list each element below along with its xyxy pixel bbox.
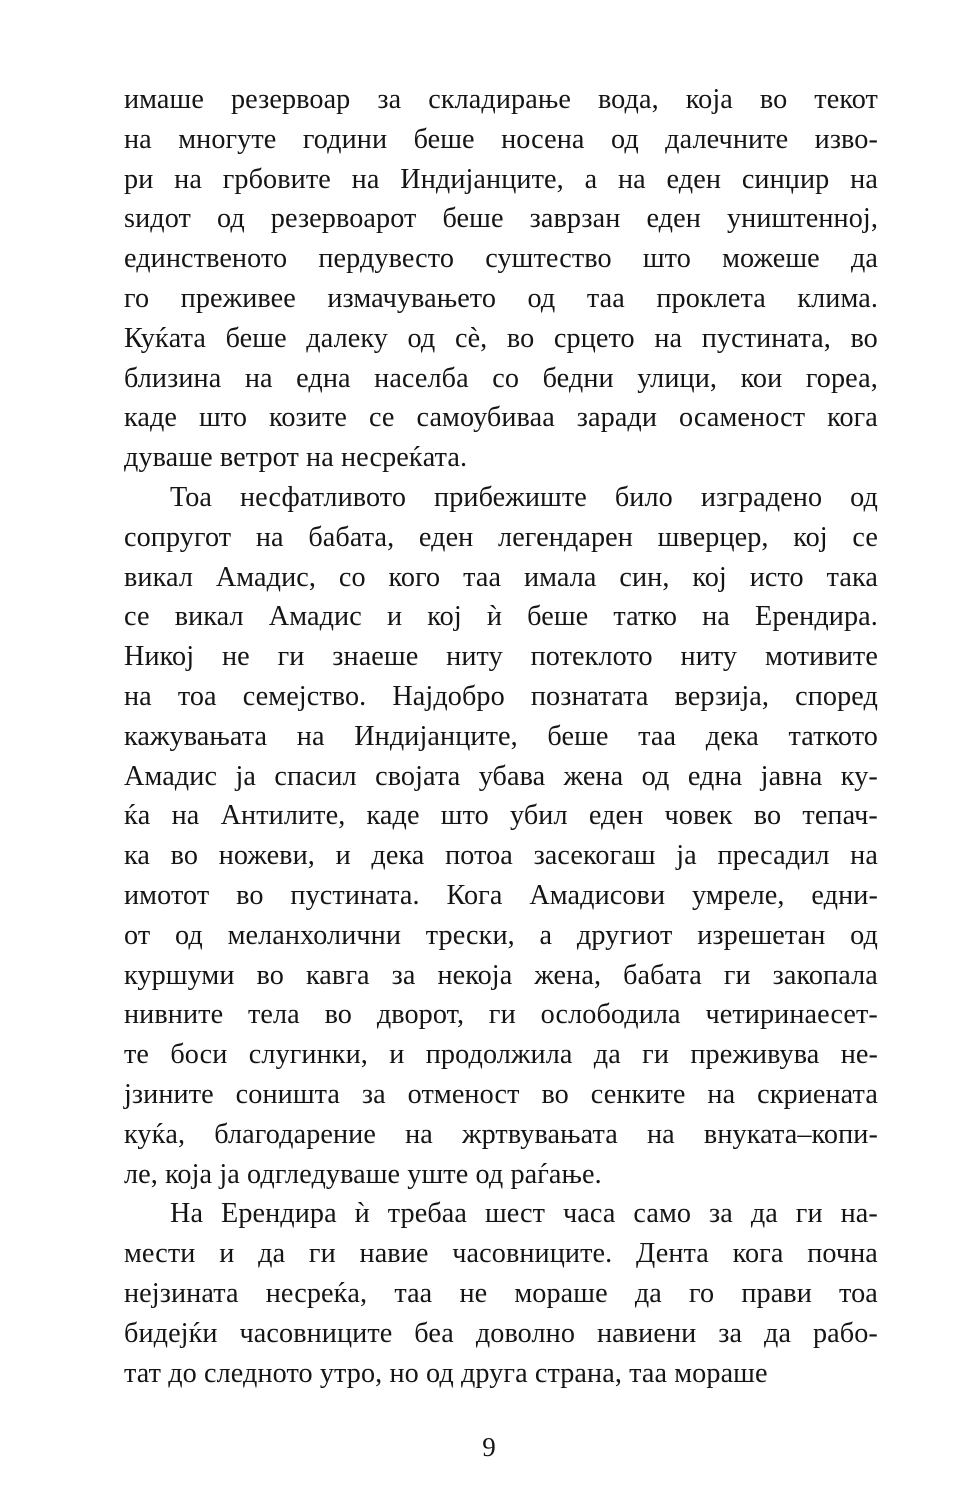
word: за bbox=[361, 1078, 386, 1110]
word: сѐ, bbox=[454, 322, 488, 354]
word: козите bbox=[268, 402, 347, 434]
word: викал bbox=[174, 601, 244, 633]
word: беше bbox=[527, 601, 589, 633]
word: јавна bbox=[760, 760, 823, 792]
word: кој bbox=[793, 521, 828, 553]
word: да bbox=[764, 1317, 792, 1349]
word: за bbox=[718, 1317, 743, 1349]
word: самоубиваа bbox=[416, 402, 555, 434]
word: така bbox=[826, 561, 878, 593]
word: во bbox=[541, 1078, 569, 1110]
word: вода, bbox=[597, 84, 659, 115]
word: соништа bbox=[235, 1078, 340, 1110]
word: пустината, bbox=[701, 322, 831, 354]
word: шверцер, bbox=[657, 521, 769, 553]
word: сопругот bbox=[124, 521, 232, 553]
word: умреле, bbox=[692, 879, 785, 911]
word: го bbox=[689, 1277, 715, 1309]
word: да bbox=[750, 1198, 778, 1230]
word: и bbox=[219, 1238, 235, 1270]
word: заради bbox=[576, 402, 658, 434]
word: ги bbox=[308, 1238, 336, 1270]
word: да bbox=[634, 1277, 662, 1309]
word: меланхолични bbox=[227, 919, 402, 951]
word: изградено bbox=[700, 481, 823, 513]
word: Ерендира bbox=[221, 1198, 337, 1230]
word: боси bbox=[170, 1039, 228, 1071]
word: на bbox=[707, 1078, 736, 1110]
word: Најдобро bbox=[392, 680, 505, 712]
word: имала bbox=[523, 561, 597, 593]
text-line bbox=[124, 956, 878, 996]
word: резервоарот bbox=[270, 203, 417, 235]
word: ка bbox=[124, 840, 150, 872]
word: имотот bbox=[124, 879, 210, 911]
word: во bbox=[759, 84, 788, 115]
word: што bbox=[642, 243, 691, 275]
word: а bbox=[539, 919, 553, 951]
word: тела bbox=[247, 999, 300, 1031]
word: преживува bbox=[690, 1039, 820, 1071]
word: син, bbox=[619, 561, 670, 593]
text-line bbox=[124, 319, 878, 359]
word: ножеви, bbox=[218, 840, 315, 872]
word: изво- bbox=[814, 123, 878, 155]
word: близина bbox=[124, 362, 222, 394]
word: еден bbox=[588, 800, 644, 832]
word: тат до следното утро, но од друга страна, таа мораше bbox=[124, 1357, 768, 1389]
word: на- bbox=[840, 1198, 878, 1230]
text-line bbox=[124, 876, 878, 916]
word: пустината. bbox=[290, 879, 420, 911]
text-line bbox=[124, 637, 878, 677]
word: складирање bbox=[428, 84, 571, 115]
word: шест bbox=[484, 1198, 546, 1230]
word: од bbox=[850, 481, 878, 513]
word: от bbox=[124, 919, 151, 951]
word: текот bbox=[814, 84, 878, 115]
word: кој bbox=[692, 561, 727, 593]
word: синџир bbox=[741, 163, 830, 195]
word: верзија, bbox=[674, 680, 770, 712]
word: мести bbox=[124, 1238, 196, 1270]
text-line bbox=[170, 478, 878, 518]
word: осаменост bbox=[679, 402, 806, 434]
word: каде bbox=[366, 800, 420, 832]
word: почна bbox=[807, 1238, 878, 1270]
word: потеклото bbox=[530, 641, 653, 673]
word: нејзината bbox=[124, 1277, 239, 1309]
word: четиринаесет- bbox=[705, 999, 878, 1031]
word: единственото bbox=[124, 243, 288, 275]
word: ниту bbox=[446, 641, 503, 673]
word: другиот bbox=[576, 919, 673, 951]
word: уништенној, bbox=[726, 203, 878, 235]
word: мораше bbox=[514, 1277, 608, 1309]
text-line bbox=[124, 239, 878, 279]
word: благодарение bbox=[214, 1118, 376, 1150]
paragraph bbox=[124, 478, 878, 1194]
word: пресадил bbox=[717, 840, 830, 872]
word: беа bbox=[414, 1317, 454, 1349]
word: беше bbox=[547, 720, 609, 752]
word: не- bbox=[840, 1039, 878, 1071]
word: ги bbox=[723, 959, 751, 991]
text-line bbox=[124, 558, 878, 598]
text-line bbox=[124, 597, 878, 637]
word: кога bbox=[732, 1238, 784, 1270]
word: својата bbox=[375, 760, 461, 792]
word: часовниците. bbox=[452, 1238, 613, 1270]
word: ѝ bbox=[354, 1198, 370, 1230]
word: далеку bbox=[306, 322, 388, 354]
word: на bbox=[255, 521, 284, 553]
word: куршуми bbox=[124, 959, 235, 991]
text-line bbox=[124, 717, 878, 757]
text-line bbox=[124, 1314, 878, 1354]
word: несфатливото bbox=[240, 481, 407, 513]
text-line bbox=[124, 160, 878, 200]
text-line bbox=[124, 757, 878, 797]
word: ниту bbox=[680, 641, 738, 673]
word: семејство. bbox=[242, 680, 367, 712]
word: од bbox=[850, 919, 878, 951]
word: дека bbox=[371, 840, 425, 872]
text-line bbox=[124, 518, 878, 558]
word: ја bbox=[676, 840, 697, 872]
word: Куќата bbox=[124, 322, 207, 354]
text-line bbox=[124, 916, 878, 956]
word: со bbox=[492, 362, 520, 394]
word: отменост bbox=[407, 1078, 520, 1110]
paragraph bbox=[124, 1194, 878, 1393]
word: бидејќи bbox=[124, 1317, 218, 1349]
word: доволно bbox=[475, 1317, 576, 1349]
word: едни- bbox=[811, 879, 878, 911]
word: ќа bbox=[124, 800, 151, 832]
word: гореа, bbox=[805, 362, 878, 394]
word: некоја bbox=[437, 959, 513, 991]
word: тепач- bbox=[802, 800, 878, 832]
word: а bbox=[584, 163, 598, 195]
word: бабата, bbox=[308, 521, 395, 553]
word: во bbox=[170, 840, 199, 872]
word: кој bbox=[427, 601, 462, 633]
text-line bbox=[124, 1075, 878, 1115]
text-line bbox=[124, 438, 878, 478]
text-line bbox=[124, 80, 878, 120]
word: бабата bbox=[623, 959, 702, 991]
word: срцето bbox=[553, 322, 635, 354]
word: само bbox=[633, 1198, 692, 1230]
word: според bbox=[795, 680, 878, 712]
word: на bbox=[174, 163, 202, 195]
word: од bbox=[641, 760, 670, 792]
word: на bbox=[850, 163, 878, 195]
word: резервоар bbox=[230, 84, 351, 115]
text-line bbox=[124, 995, 878, 1035]
word: закопала bbox=[772, 959, 878, 991]
word: од bbox=[407, 322, 436, 354]
text-line bbox=[124, 279, 878, 319]
word: на bbox=[405, 1118, 433, 1150]
word: Кога bbox=[446, 879, 503, 911]
word: можеше bbox=[722, 243, 820, 275]
word: засекогаш bbox=[533, 840, 656, 872]
word: било bbox=[614, 481, 673, 513]
word: таа bbox=[638, 720, 677, 752]
word: години bbox=[302, 123, 388, 155]
word: рабо- bbox=[812, 1317, 878, 1349]
word: жртвувањата bbox=[462, 1118, 618, 1150]
word: исто bbox=[749, 561, 804, 593]
word: во bbox=[256, 959, 284, 991]
word: часа bbox=[563, 1198, 616, 1230]
word: ја bbox=[235, 760, 256, 792]
word: потоа bbox=[445, 840, 513, 872]
word: каде bbox=[124, 402, 178, 434]
word: изрешетан bbox=[697, 919, 826, 951]
word: Дента bbox=[636, 1238, 709, 1270]
word: жена, bbox=[534, 959, 602, 991]
word: ле, која ја одгледуваше уште од раѓање. bbox=[124, 1158, 602, 1190]
word: и bbox=[389, 1039, 405, 1071]
word: во bbox=[324, 999, 353, 1031]
word: за bbox=[377, 84, 402, 115]
word: те bbox=[124, 1039, 150, 1071]
word: на bbox=[617, 163, 646, 195]
text-line bbox=[170, 1194, 878, 1234]
word: еден bbox=[646, 203, 701, 235]
word: Никој bbox=[124, 641, 195, 673]
text-line bbox=[124, 1234, 878, 1274]
word: ѝ bbox=[486, 601, 503, 633]
word: беше bbox=[442, 203, 504, 235]
word: тоа bbox=[839, 1277, 878, 1309]
word: На bbox=[170, 1198, 204, 1230]
word: да bbox=[850, 243, 878, 275]
word: не bbox=[221, 641, 250, 673]
text-line bbox=[124, 120, 878, 160]
word: населба bbox=[374, 362, 469, 394]
word: не bbox=[459, 1277, 488, 1309]
word: на bbox=[702, 601, 730, 633]
word: проклета bbox=[656, 282, 766, 314]
word: на bbox=[647, 1118, 675, 1150]
word: продолжила bbox=[425, 1039, 573, 1071]
word: навие bbox=[359, 1238, 429, 1270]
word: ри bbox=[124, 163, 154, 195]
text-line bbox=[124, 836, 878, 876]
word: многуте bbox=[178, 123, 277, 155]
word: дуваше ветрот на несреќата. bbox=[124, 442, 468, 474]
word: преживее bbox=[180, 282, 296, 314]
word: трески, bbox=[425, 919, 515, 951]
word: грбовите bbox=[222, 163, 331, 195]
text-line bbox=[124, 359, 878, 399]
word: прибежиште bbox=[434, 481, 587, 513]
word: Амадис bbox=[268, 601, 362, 633]
word: таа bbox=[463, 561, 502, 593]
word: несреќа, bbox=[265, 1277, 368, 1309]
text-line bbox=[124, 1115, 878, 1155]
word: да bbox=[593, 1039, 621, 1071]
word: се bbox=[368, 402, 395, 434]
word: од bbox=[527, 282, 556, 314]
word: бедни bbox=[542, 362, 614, 394]
word: часовниците bbox=[239, 1317, 393, 1349]
word: на bbox=[351, 163, 380, 195]
word: викал bbox=[124, 561, 193, 593]
text-line bbox=[124, 796, 878, 836]
word: требаа bbox=[387, 1198, 468, 1230]
word: далечните bbox=[665, 123, 789, 155]
word: во bbox=[236, 879, 264, 911]
word: убава bbox=[478, 760, 546, 792]
word: една bbox=[296, 362, 351, 394]
word: жена bbox=[563, 760, 624, 792]
word: ги bbox=[488, 999, 516, 1031]
word: еден bbox=[666, 163, 722, 195]
text-line bbox=[124, 677, 878, 717]
word: таа bbox=[394, 1277, 433, 1309]
text-line bbox=[124, 199, 878, 239]
word: во bbox=[850, 322, 878, 354]
text-line bbox=[124, 1035, 878, 1075]
word: една bbox=[687, 760, 743, 792]
word: таа bbox=[586, 282, 625, 314]
word: што bbox=[440, 800, 489, 832]
word: на bbox=[654, 322, 683, 354]
word: нивните bbox=[124, 999, 224, 1031]
word: прави bbox=[741, 1277, 812, 1309]
word: со bbox=[338, 561, 366, 593]
word: на bbox=[171, 800, 200, 832]
word: знаеше bbox=[332, 641, 419, 673]
word: кои bbox=[740, 362, 783, 394]
word: и bbox=[386, 601, 403, 633]
word: ку- bbox=[840, 760, 878, 792]
word: познатата bbox=[530, 680, 649, 712]
word: навиени bbox=[596, 1317, 697, 1349]
text-line bbox=[124, 398, 878, 438]
page-number: 9 bbox=[482, 1432, 496, 1462]
paragraph bbox=[124, 80, 878, 478]
word: на bbox=[850, 840, 878, 872]
word: Индијанците, bbox=[400, 163, 564, 195]
text-line bbox=[124, 1354, 878, 1394]
word: од bbox=[175, 919, 203, 951]
word: на bbox=[296, 720, 325, 752]
word: го bbox=[124, 282, 150, 314]
word: на bbox=[124, 123, 152, 155]
word: пердувесто bbox=[318, 243, 455, 275]
word: имаше bbox=[124, 84, 204, 115]
word: тоа bbox=[177, 680, 217, 712]
word: кого bbox=[388, 561, 441, 593]
word: за bbox=[709, 1198, 733, 1230]
word: и bbox=[335, 840, 351, 872]
word: Амадисови bbox=[529, 879, 666, 911]
word: улици, bbox=[637, 362, 718, 394]
word: ослободила bbox=[540, 999, 681, 1031]
word: на bbox=[124, 680, 152, 712]
word: ѕидот bbox=[124, 203, 191, 235]
word: јзините bbox=[124, 1078, 214, 1110]
word: за bbox=[391, 959, 416, 991]
word: сенките bbox=[590, 1078, 686, 1110]
word: дворот, bbox=[376, 999, 465, 1031]
word: ги bbox=[795, 1198, 823, 1230]
word: Амадис, bbox=[215, 561, 317, 593]
word: убил bbox=[510, 800, 568, 832]
word: која bbox=[685, 84, 733, 115]
word: ги bbox=[642, 1039, 670, 1071]
word: носена bbox=[501, 123, 585, 155]
word: измачувањето bbox=[327, 282, 497, 314]
word: во bbox=[506, 322, 535, 354]
word: заврзан bbox=[529, 203, 621, 235]
word: суштество bbox=[485, 243, 612, 275]
word: таткото bbox=[788, 720, 878, 752]
word: куќа, bbox=[124, 1118, 186, 1150]
word: татко bbox=[613, 601, 678, 633]
word: во bbox=[753, 800, 782, 832]
word: Ерендира. bbox=[755, 601, 878, 633]
word: беше bbox=[413, 123, 475, 155]
text-line bbox=[124, 1274, 878, 1314]
word: ги bbox=[277, 641, 305, 673]
word: беше bbox=[225, 322, 287, 354]
word: внуката–копи- bbox=[703, 1118, 878, 1150]
word: слугинки, bbox=[248, 1039, 368, 1071]
word: мотивите bbox=[764, 641, 878, 673]
word: скриената bbox=[757, 1078, 878, 1110]
word: од bbox=[216, 203, 245, 235]
word: дека bbox=[705, 720, 759, 752]
word: кога bbox=[827, 402, 878, 434]
word: човек bbox=[664, 800, 733, 832]
word: да bbox=[258, 1238, 286, 1270]
word: спасил bbox=[274, 760, 357, 792]
text-line bbox=[124, 1155, 878, 1195]
word: кажувањата bbox=[124, 720, 268, 752]
word: кавга bbox=[305, 959, 370, 991]
word: Антилите, bbox=[220, 800, 346, 832]
word: еден bbox=[418, 521, 474, 553]
word: клима. bbox=[797, 282, 878, 314]
word: на bbox=[244, 362, 273, 394]
word: Индијанците, bbox=[354, 720, 518, 752]
word: се bbox=[852, 521, 878, 553]
word: Тоа bbox=[170, 481, 213, 513]
word: Амадис bbox=[124, 760, 218, 792]
word: се bbox=[124, 601, 150, 633]
page-text-body bbox=[124, 80, 878, 1393]
word: од bbox=[610, 123, 639, 155]
word: што bbox=[198, 402, 248, 434]
word: легендарен bbox=[498, 521, 633, 553]
